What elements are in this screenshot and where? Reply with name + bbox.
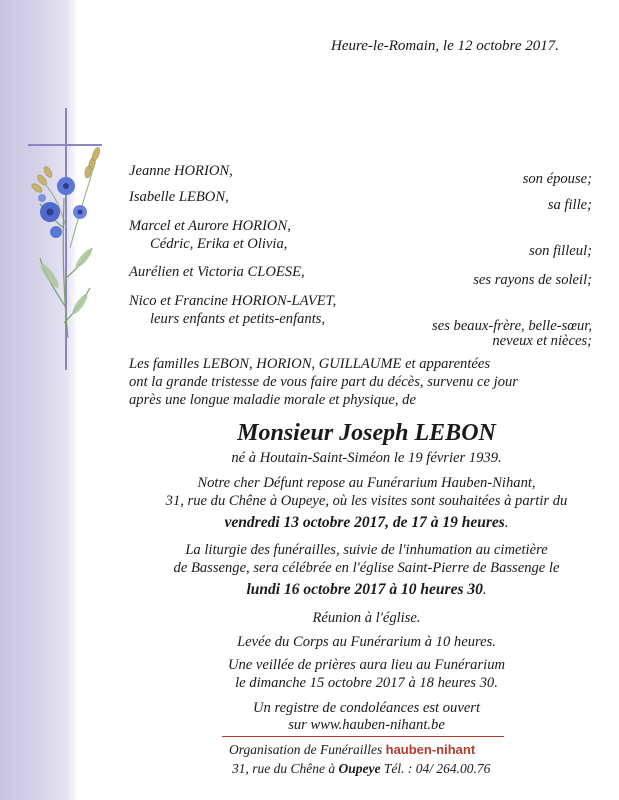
cross-flower-decoration [20, 108, 120, 370]
family-relation-3: son filleul; [529, 243, 592, 259]
footer-divider [222, 736, 504, 737]
levee-note: Levée du Corps au Funérarium à 10 heures. [237, 634, 496, 650]
funeral-line-1: La liturgie des funérailles, suivie de l'inhumation au cimetière [185, 542, 548, 558]
visitation-end: . [504, 515, 509, 531]
meeting-note: Réunion à l'église. [312, 610, 421, 626]
family-relation-5: ses beaux-frère, belle-sœur, [432, 318, 592, 334]
family-sub-5: leurs enfants et petits-enfants, [150, 311, 326, 327]
footer-address-prefix: 31, rue du Chêne à [232, 761, 336, 776]
visitation-when [0, 515, 619, 531]
family-relation-2: sa fille; [547, 197, 592, 213]
family-name-1: Jeanne HORION, [129, 163, 233, 179]
visitation-line-1: Notre cher Défunt repose au Funérarium Hauben-Nihant, [197, 475, 536, 491]
deceased-birth: né à Houtain-Saint-Siméon le 19 février 1939. [231, 450, 502, 466]
visitation-date: vendredi 13 octobre 2017, de 17 à 19 heures [224, 514, 505, 531]
family-relation-4: ses rayons de soleil; [473, 272, 592, 288]
brand-logo-text: hauben-nihant [385, 742, 476, 757]
footer-org-label: Organisation de Funérailles [229, 742, 383, 757]
vigil-line-2: le dimanche 15 octobre 2017 à 18 heures 30. [235, 675, 498, 691]
family-relation-1: son épouse; [522, 171, 592, 187]
registry-link[interactable]: sur www.hauben-nihant.be [288, 717, 445, 733]
footer-org [229, 742, 475, 758]
cornflower-icon [38, 177, 87, 238]
announcement-line-3: après une longue maladie morale et physique, de [129, 392, 416, 408]
deceased-name: Monsieur Joseph LEBON [237, 420, 496, 446]
family-name-2: Isabelle LEBON, [129, 189, 229, 205]
footer-address [232, 761, 490, 777]
announcement-line-2: ont la grande tristesse de vous faire part du décès, survenu ce jour [129, 374, 518, 390]
footer-town: Oupeye [338, 761, 381, 776]
funeral-end: . [482, 582, 487, 598]
announcement-line-1: Les familles LEBON, HORION, GUILLAUME et apparentées [129, 356, 491, 372]
family-name-3: Marcel et Aurore HORION, [129, 218, 291, 234]
family-name-5: Nico et Francine HORION-LAVET, [129, 293, 337, 309]
funeral-line-2: de Bassenge, sera célébrée en l'église Saint-Pierre de Bassenge le [173, 560, 560, 576]
place-date: Heure-le-Romain, le 12 octobre 2017. [331, 38, 559, 54]
funeral-when [0, 582, 619, 598]
family-name-4: Aurélien et Victoria CLOESE, [129, 264, 305, 280]
family-relation-5b: neveux et nièces; [492, 333, 592, 349]
registry-line-1: Un registre de condoléances est ouvert [252, 700, 481, 716]
cross-icon [28, 108, 102, 370]
footer-phone: Tél. : 04/ 264.00.76 [383, 761, 491, 776]
funeral-date: lundi 16 octobre 2017 à 10 heures 30 [246, 581, 483, 598]
vigil-line-1: Une veillée de prières aura lieu au Funérarium [227, 657, 506, 673]
family-sub-3: Cédric, Erika et Olivia, [150, 236, 288, 252]
visitation-line-2: 31, rue du Chêne à Oupeye, où les visites sont souhaitées à partir du [165, 493, 568, 509]
